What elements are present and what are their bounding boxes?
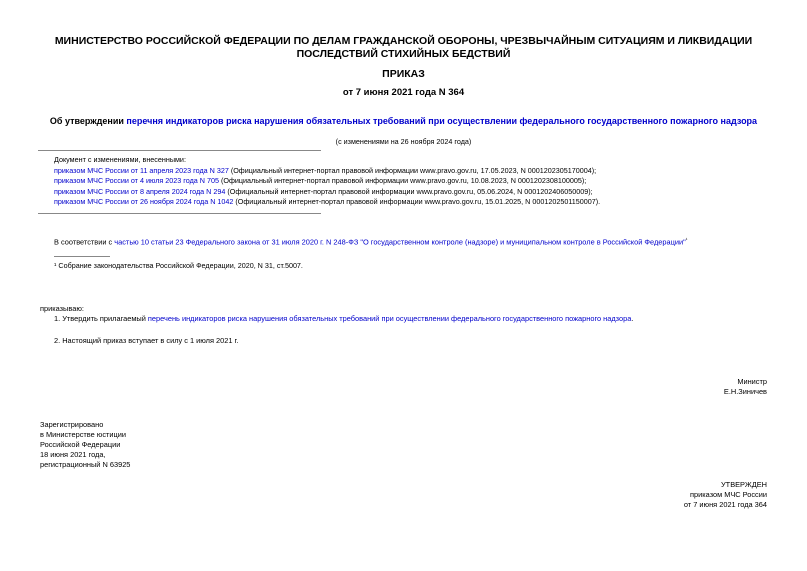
registration-line: Российской Федерации: [40, 440, 121, 449]
amendment-item: [54, 166, 794, 175]
amendment-source: (Официальный интернет-портал правовой информации www.pravo.gov.ru, 05.06.2024, N 0001202406050009);: [225, 186, 593, 196]
footnote-divider: [54, 256, 110, 257]
amendment-item: [54, 176, 794, 185]
point-2: 2. Настоящий приказ вступает в силу с 1 июля 2021 г.: [54, 336, 239, 345]
signature-name: Е.Н.Зиничев: [723, 387, 767, 396]
document-title: [20, 116, 787, 127]
changes-note: (с изменениями на 26 ноября 2024 года): [335, 137, 472, 146]
amendment-link[interactable]: приказом МЧС России от 26 ноября 2024 года N 1042: [54, 197, 234, 206]
law-link[interactable]: частью 10 статьи 23 Федерального закона от 31 июля 2020 г. N 248-ФЗ "О государственном контроле (надзоре) и муниципальном контроле в Российской Федерации": [114, 237, 686, 247]
document-date-number: от 7 июня 2021 года N 364: [342, 87, 465, 98]
title-link[interactable]: перечня индикаторов риска нарушения обязательных требований при осуществлении федерального государственного пожарного надзора: [126, 116, 758, 126]
divider: [38, 150, 321, 151]
preamble-prefix: В соответствии с: [54, 237, 115, 247]
amendment-source: (Официальный интернет-портал правовой информации www.pravo.gov.ru, 15.01.2025, N 0001202501150007).: [233, 197, 601, 206]
approved-line: УТВЕРЖДЕН: [720, 480, 767, 489]
signature-position: Министр: [737, 377, 767, 386]
preamble: [54, 236, 794, 246]
footnote-ref: ¹: [685, 237, 688, 243]
divider: [38, 213, 321, 214]
registration-line: регистрационный N 63925: [40, 460, 131, 469]
amendment-link[interactable]: приказом МЧС России от 8 апреля 2024 года N 294: [54, 186, 226, 196]
signature-block: [724, 377, 767, 396]
registration-block: [40, 420, 130, 469]
amendment-source: (Официальный интернет-портал правовой информации www.pravo.gov.ru, 17.05.2023, N 0001202305170004);: [228, 165, 597, 175]
amendments-block: [54, 155, 794, 206]
approved-block: [684, 480, 767, 509]
point-1: [54, 314, 794, 323]
amendment-link[interactable]: приказом МЧС России от 4 июля 2023 года N 705: [54, 176, 219, 185]
amendment-link[interactable]: приказом МЧС России от 11 апреля 2023 года N 327: [54, 165, 229, 175]
point-1-suffix: .: [631, 314, 634, 323]
registration-line: в Министерстве юстиции: [40, 430, 127, 439]
amendments-heading: Документ с изменениями, внесенными:: [54, 155, 186, 164]
approved-line: от 7 июня 2021 года 364: [683, 500, 767, 509]
list-link[interactable]: перечень индикаторов риска нарушения обязательных требований при осуществлении федерального государственного пожарного надзора: [147, 314, 632, 323]
registration-line: 18 июня 2021 года,: [40, 450, 106, 459]
document-type: ПРИКАЗ: [382, 68, 425, 80]
amendment-source: (Официальный интернет-портал правовой информации www.pravo.gov.ru, 10.08.2023, N 0001202308100005);: [218, 176, 587, 185]
amendment-item: [54, 197, 794, 206]
order-word: приказываю:: [40, 304, 84, 313]
point-1-prefix: 1. Утвердить прилагаемый: [54, 314, 148, 323]
footnote: ¹ Собрание законодательства Российской Федерации, 2020, N 31, ст.5007.: [54, 261, 303, 270]
ministry-name: МИНИСТЕРСТВО РОССИЙСКОЙ ФЕДЕРАЦИИ ПО ДЕЛАМ ГРАЖДАНСКОЙ ОБОРОНЫ, ЧРЕЗВЫЧАЙНЫМ СИТУАЦИЯМ И ЛИКВИДАЦИИ ПОСЛЕДСТВИЙ СТИХИЙНЫХ БЕДСТВИЙ: [54, 35, 753, 60]
amendment-item: [54, 187, 794, 196]
registration-line: Зарегистрировано: [40, 420, 104, 429]
title-prefix: Об утверждении: [49, 116, 127, 126]
approved-line: приказом МЧС России: [690, 490, 767, 499]
